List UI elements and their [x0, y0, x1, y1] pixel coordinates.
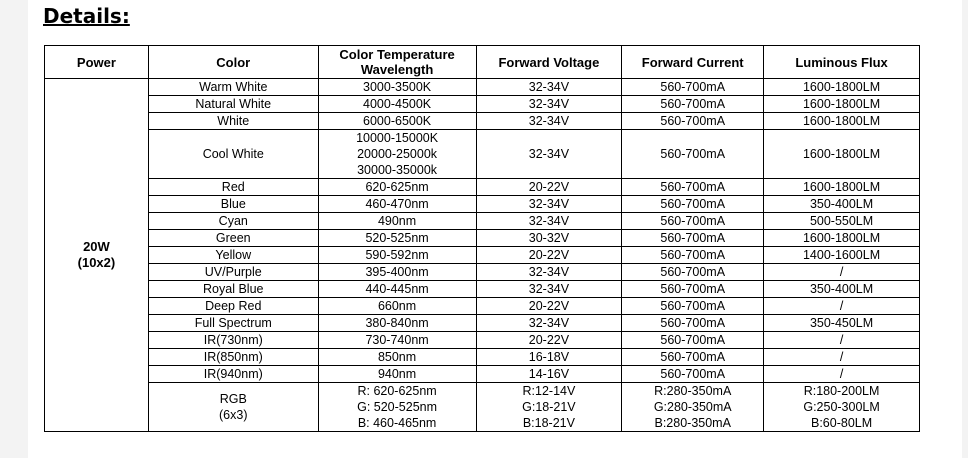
table-row [45, 230, 920, 247]
color-cell-line: RGB [219, 392, 247, 406]
flux-cell: 1600-1800LM [764, 79, 920, 96]
header-temp-line1: Color Temperature [339, 47, 455, 62]
current-cell-line: G:280-350mA [653, 400, 732, 414]
voltage-cell: 20-22V [476, 247, 622, 264]
color-cell: UV/Purple [148, 264, 318, 281]
table-row [45, 113, 920, 130]
current-cell: 560-700mA [622, 179, 764, 196]
temperature-cell: 620-625nm [318, 179, 476, 196]
current-cell: 560-700mA [622, 315, 764, 332]
voltage-cell-line: R:12-14V [522, 384, 576, 398]
temperature-cell-line: R: 620-625nm [357, 384, 437, 398]
temperature-cell: 395-400nm [318, 264, 476, 281]
current-cell: 560-700mA [622, 281, 764, 298]
table-row [45, 213, 920, 230]
flux-cell: 1400-1600LM [764, 247, 920, 264]
color-cell: Natural White [148, 96, 318, 113]
table-row [45, 264, 920, 281]
voltage-cell: 32-34V [476, 264, 622, 281]
table-row [45, 179, 920, 196]
current-cell: 560-700mA [622, 196, 764, 213]
voltage-cell-line: G:18-21V [522, 400, 576, 414]
temperature-cell: 730-740nm [318, 332, 476, 349]
current-cell: 560-700mA [622, 264, 764, 281]
current-cell: 560-700mA [622, 79, 764, 96]
current-cell: 560-700mA [622, 230, 764, 247]
header-forward-current: Forward Current [622, 46, 764, 79]
current-cell [622, 383, 764, 432]
voltage-cell: 16-18V [476, 349, 622, 366]
temperature-cell: 940nm [318, 366, 476, 383]
table-row [45, 130, 920, 179]
flux-cell-line: R:180-200LM [803, 384, 880, 398]
temperature-cell-line: G: 520-525nm [357, 400, 438, 414]
flux-cell: 1600-1800LM [764, 230, 920, 247]
color-cell [148, 383, 318, 432]
flux-cell: 350-450LM [764, 315, 920, 332]
temperature-cell: 850nm [318, 349, 476, 366]
current-cell: 560-700mA [622, 130, 764, 179]
flux-cell [764, 383, 920, 432]
temperature-cell: 590-592nm [318, 247, 476, 264]
color-cell: IR(850nm) [148, 349, 318, 366]
color-cell: Red [148, 179, 318, 196]
voltage-cell: 30-32V [476, 230, 622, 247]
temperature-cell: 380-840nm [318, 315, 476, 332]
current-cell: 560-700mA [622, 113, 764, 130]
flux-cell: / [764, 332, 920, 349]
header-temp-line2: Wavelength [360, 62, 434, 77]
table-row [45, 383, 920, 432]
flux-cell: / [764, 366, 920, 383]
temperature-cell: 440-445nm [318, 281, 476, 298]
specs-table [44, 45, 920, 432]
flux-cell: / [764, 298, 920, 315]
table-row [45, 349, 920, 366]
color-cell: Warm White [148, 79, 318, 96]
flux-cell: 1600-1800LM [764, 96, 920, 113]
color-cell: Royal Blue [148, 281, 318, 298]
color-cell: Yellow [148, 247, 318, 264]
power-cell [45, 79, 149, 432]
temperature-cell: 490nm [318, 213, 476, 230]
color-cell: Blue [148, 196, 318, 213]
color-cell-line: (6x3) [219, 408, 248, 422]
voltage-cell: 32-34V [476, 315, 622, 332]
color-cell: Cool White [148, 130, 318, 179]
temperature-cell-line: 20000-25000k [357, 147, 438, 161]
header-row [45, 46, 920, 79]
voltage-cell: 32-34V [476, 213, 622, 230]
voltage-cell [476, 383, 622, 432]
table-row [45, 196, 920, 213]
flux-cell: 350-400LM [764, 196, 920, 213]
temperature-cell: 6000-6500K [318, 113, 476, 130]
temperature-cell [318, 383, 476, 432]
table-body [45, 79, 920, 432]
voltage-cell: 32-34V [476, 281, 622, 298]
voltage-cell-line: B:18-21V [522, 416, 575, 430]
voltage-cell: 32-34V [476, 130, 622, 179]
temperature-cell-line: B: 460-465nm [357, 416, 437, 430]
current-cell: 560-700mA [622, 298, 764, 315]
table-row [45, 315, 920, 332]
current-cell-line: R:280-350mA [654, 384, 732, 398]
current-cell: 560-700mA [622, 366, 764, 383]
header-power: Power [45, 46, 149, 79]
voltage-cell: 32-34V [476, 113, 622, 130]
flux-cell-line: B:60-80LM [810, 416, 873, 430]
current-cell-line: B:280-350mA [654, 416, 731, 430]
power-line2: (10x2) [77, 255, 116, 270]
voltage-cell: 20-22V [476, 298, 622, 315]
header-color-temperature [318, 46, 476, 79]
table-row [45, 281, 920, 298]
current-cell: 560-700mA [622, 213, 764, 230]
flux-cell: 500-550LM [764, 213, 920, 230]
temperature-cell-line: 10000-15000K [356, 131, 439, 145]
flux-cell: / [764, 264, 920, 281]
flux-cell: 1600-1800LM [764, 179, 920, 196]
table-row [45, 298, 920, 315]
flux-cell: 1600-1800LM [764, 130, 920, 179]
page-content [28, 0, 962, 458]
table-row [45, 79, 920, 96]
color-cell: White [148, 113, 318, 130]
flux-cell: / [764, 349, 920, 366]
voltage-cell: 32-34V [476, 79, 622, 96]
color-cell: Green [148, 230, 318, 247]
color-cell: IR(940nm) [148, 366, 318, 383]
voltage-cell: 20-22V [476, 179, 622, 196]
color-cell: Deep Red [148, 298, 318, 315]
table-row [45, 247, 920, 264]
temperature-cell: 660nm [318, 298, 476, 315]
voltage-cell: 32-34V [476, 196, 622, 213]
color-cell: Cyan [148, 213, 318, 230]
table-row [45, 332, 920, 349]
table-row [45, 366, 920, 383]
temperature-cell [318, 130, 476, 179]
header-luminous-flux: Luminous Flux [764, 46, 920, 79]
power-line1: 20W [83, 239, 110, 254]
flux-cell: 350-400LM [764, 281, 920, 298]
temperature-cell: 520-525nm [318, 230, 476, 247]
current-cell: 560-700mA [622, 349, 764, 366]
voltage-cell: 32-34V [476, 96, 622, 113]
color-cell: Full Spectrum [148, 315, 318, 332]
header-forward-voltage: Forward Voltage [476, 46, 622, 79]
flux-cell: 1600-1800LM [764, 113, 920, 130]
current-cell: 560-700mA [622, 247, 764, 264]
color-cell: IR(730nm) [148, 332, 318, 349]
header-color: Color [148, 46, 318, 79]
table-row [45, 96, 920, 113]
temperature-cell-line: 30000-35000k [357, 163, 438, 177]
current-cell: 560-700mA [622, 332, 764, 349]
voltage-cell: 14-16V [476, 366, 622, 383]
flux-cell-line: G:250-300LM [803, 400, 880, 414]
temperature-cell: 460-470nm [318, 196, 476, 213]
temperature-cell: 4000-4500K [318, 96, 476, 113]
temperature-cell: 3000-3500K [318, 79, 476, 96]
voltage-cell: 20-22V [476, 332, 622, 349]
details-heading: Details: [43, 4, 130, 28]
current-cell: 560-700mA [622, 96, 764, 113]
